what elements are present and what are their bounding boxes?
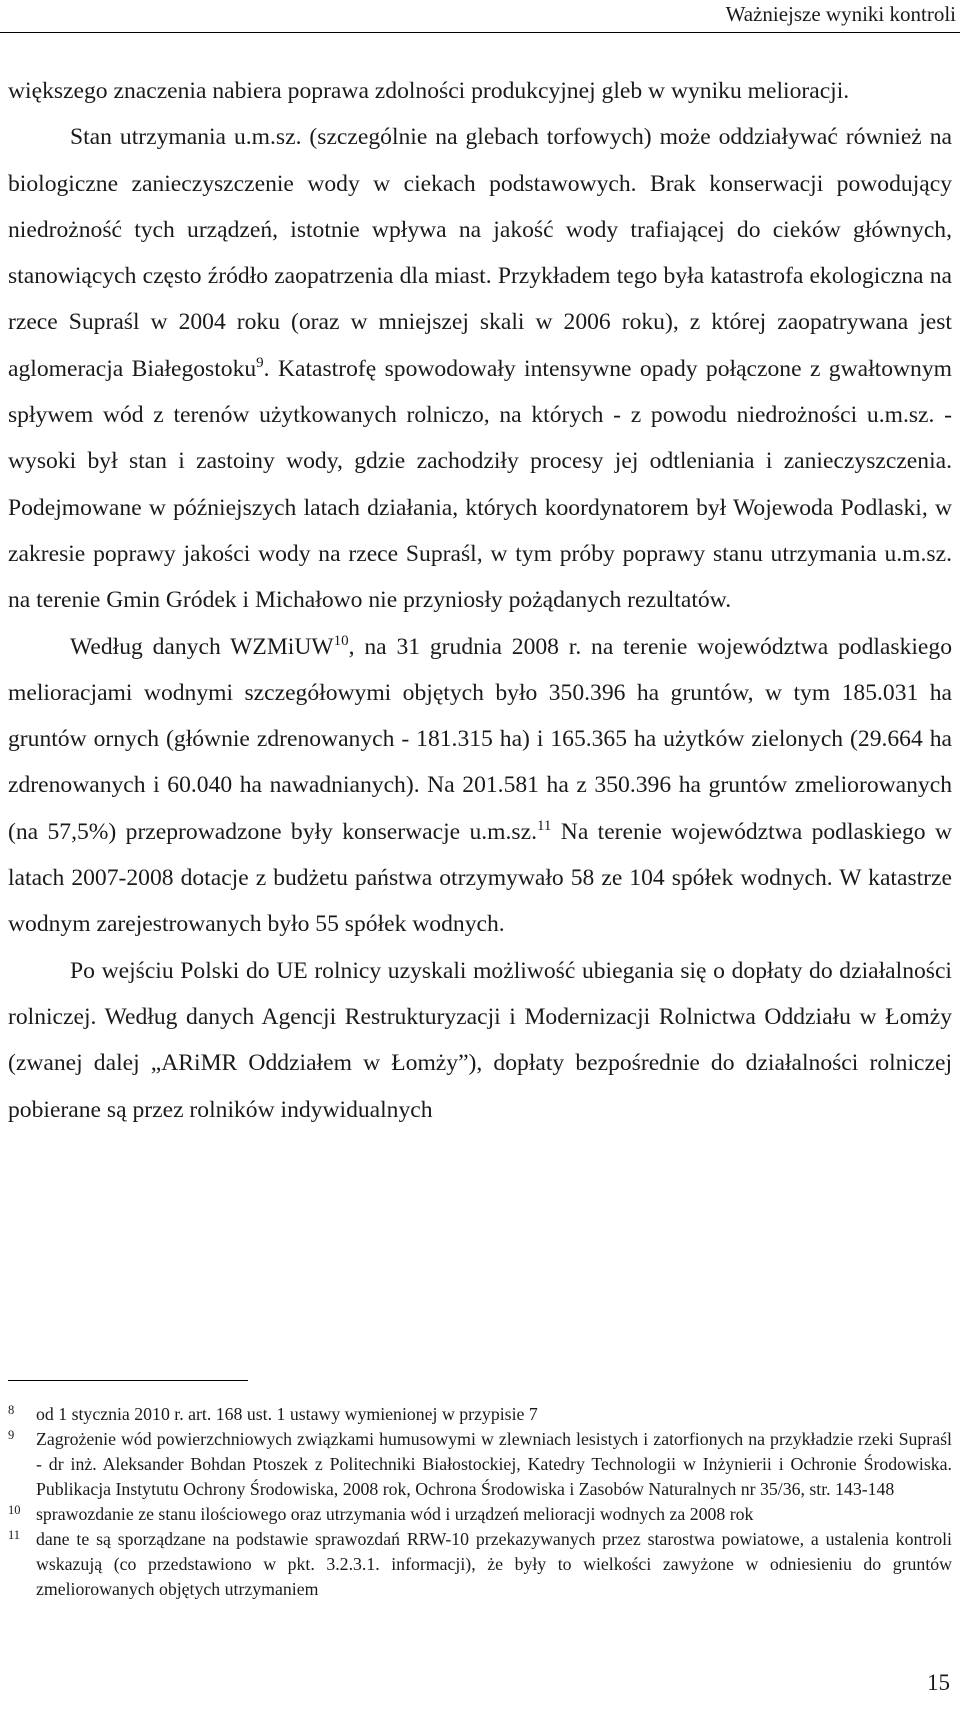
footnotes: [8, 1402, 952, 1602]
page-header: [0, 0, 960, 33]
page-number: 15: [927, 1670, 950, 1695]
footnote-separator: [8, 1380, 248, 1381]
footnote: [8, 1402, 952, 1427]
footnote: [8, 1502, 952, 1527]
footnote-text: od 1 stycznia 2010 r. art. 168 ust. 1 ustawy wymienionej w przypisie 7: [36, 1404, 538, 1424]
footnote-text: Zagrożenie wód powierzchniowych związkami humusowymi w zlewniach lesistych i zatorfionych na przykładzie rzeki Supraśl - dr inż. Aleksander Bohdan Ptoszek z Politechniki Białostockiej, Katedry Technologii w Inżynierii i Ochronie Środowiska. Publikacja Instytutu Ochrony Środowiska, 2008 rok, Ochrona Środowiska i Zasobów Naturalnych nr 35/36, str. 143-148: [36, 1429, 952, 1499]
running-header-title: Ważniejsze wyniki kontroli: [725, 2, 956, 26]
footnote-number: 8: [8, 1403, 15, 1417]
paragraph-2-part-b: . Katastrofę spowodowały intensywne opady połączone z gwałtownym spływem wód z terenów użytkowanych rolniczo, na których - z powodu niedrożności u.m.sz. - wysoki był stan i zastoiny wody, gdzie zachodziły procesy jej odtleniania i zanieczyszczenia. Podejmowane w późniejszych latach działania, których koordynatorem był Wojewoda Podlaski, w zakresie poprawy jakości wody na rzece Supraśl, w tym próby poprawy stanu utrzymania u.m.sz. na terenie Gmin Gródek i Michałowo nie przyniosły pożądanych rezultatów.: [8, 355, 952, 614]
footnote: [8, 1527, 952, 1602]
footnote-number: 10: [8, 1503, 21, 1517]
paragraph-3: [8, 624, 952, 948]
footnote-ref-10[interactable]: 10: [333, 632, 349, 649]
footnote-text: sprawozdanie ze stanu ilościowego oraz utrzymania wód i urządzeń melioracji wodnych za 2008 rok: [36, 1504, 754, 1524]
paragraph-2-part-a: Stan utrzymania u.m.sz. (szczególnie na glebach torfowych) może oddziaływać również na biologiczne zanieczyszczenie wody w ciekach podstawowych. Brak konserwacji powodujący niedrożność tych urządzeń, istotnie wpływa na jakość wody trafiającej do cieków głównych, stanowiących często źródło zaopatrzenia dla miast. Przykładem tego była katastrofa ekologiczna na rzece Supraśl w 2004 roku (oraz w mniejszej skali w 2006 roku), z której zaopatrywana jest aglomeracja Białegostoku: [8, 124, 952, 382]
footnote-ref-11[interactable]: 11: [536, 817, 552, 834]
paragraph-1: większego znaczenia nabiera poprawa zdolności produkcyjnej gleb w wyniku melioracji.: [8, 78, 850, 104]
footnote-ref-9[interactable]: 9: [256, 354, 264, 371]
footnote-text: dane te są sporządzane na podstawie sprawozdań RRW-10 przekazywanych przez starostwa powiatowe, a ustalenia kontroli wskazują (co przedstawiono w pkt. 3.2.3.1. informacji), że były to wielkości zawyżone w odniesieniu do gruntów zmeliorowanych objętych utrzymaniem: [36, 1529, 952, 1599]
paragraph-3-part-b: , na 31 grudnia 2008 r. na terenie województwa podlaskiego melioracjami wodnymi szczegółowymi objętych było 350.396 ha gruntów, w tym 185.031 ha gruntów ornych (głównie zdrenowanych - 181.315 ha) i 165.365 ha użytków zielonych (29.664 ha zdrenowanych i 60.040 ha nawadnianych). Na 201.581 ha z 350.396 ha gruntów zmeliorowanych (na 57,5%) przeprowadzone były konserwacje u.m.sz.: [8, 633, 953, 845]
paragraph-3-part-a: Według danych WZMiUW: [70, 633, 334, 660]
paragraph-3-part-c: Na terenie województwa podlaskiego w latach 2007-2008 dotacje z budżetu państwa otrzymywało 58 ze 104 spółek wodnych. W katastrze wodnym zarejestrowanych było 55 spółek wodnych.: [8, 818, 952, 938]
paragraph-2: [8, 114, 952, 623]
footnote-number: 9: [8, 1428, 15, 1442]
paragraph-4: Po wejściu Polski do UE rolnicy uzyskali możliwość ubiegania się o dopłaty do działalności rolniczej. Według danych Agencji Restrukturyzacji i Modernizacji Rolnictwa Oddziału w Łomży (zwanej dalej „ARiMR Oddziałem w Łomży”), dopłaty bezpośrednie do działalności rolniczej pobierane są przez rolników indywidualnych: [8, 957, 952, 1123]
main-text: [8, 68, 952, 1133]
footnote: [8, 1427, 952, 1502]
footnote-number: 11: [8, 1528, 21, 1542]
